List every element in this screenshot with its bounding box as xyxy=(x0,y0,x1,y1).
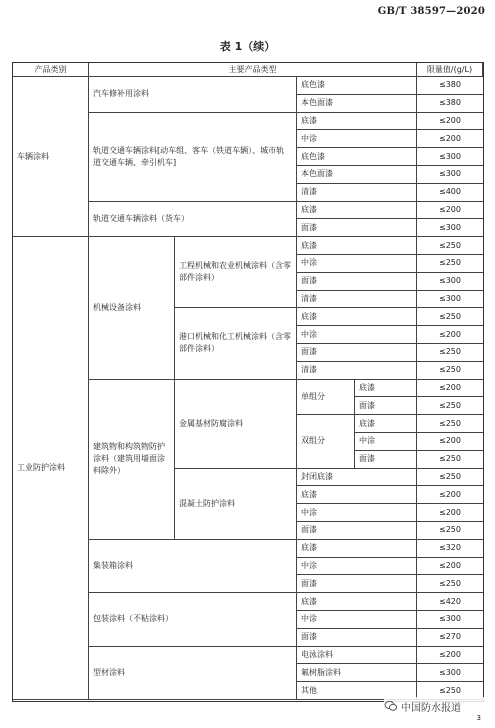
coating-layer: 其他 xyxy=(297,682,417,700)
limit-value: ≤250 xyxy=(417,397,483,415)
product-subtype: 工程机械和农业机械涂料（含零部件涂料） xyxy=(175,237,297,308)
product-type: 轨道交通车辆涂料[动车组、客车（铁道车辆）、城市轨道交通车辆、牵引机车] xyxy=(89,113,297,202)
coating-layer: 中涂 xyxy=(297,255,417,273)
table-caption: 表 1（续） xyxy=(219,40,276,53)
coating-layer: 中涂 xyxy=(355,433,417,451)
limit-value: ≤250 xyxy=(417,575,483,593)
limit-value: ≤200 xyxy=(417,647,483,665)
limit-value: ≤380 xyxy=(417,95,483,113)
product-type: 轨道交通车辆涂料（货车） xyxy=(89,202,297,238)
coating-layer: 底漆 xyxy=(297,593,417,611)
coating-layer: 底漆 xyxy=(297,486,417,504)
product-type: 汽车修补用涂料 xyxy=(89,77,297,113)
product-category: 车辆涂料 xyxy=(13,77,89,237)
limit-value: ≤250 xyxy=(417,682,483,700)
product-subtype: 混凝土防护涂料 xyxy=(175,469,297,540)
coating-layer: 面漆 xyxy=(297,219,417,237)
component-type: 单组分 xyxy=(297,380,355,416)
component-type: 双组分 xyxy=(297,415,355,468)
header-type: 主要产品类型 xyxy=(89,63,417,77)
page-number: 3 xyxy=(476,714,481,722)
limit-value: ≤250 xyxy=(417,344,483,362)
coating-layer: 面漆 xyxy=(297,575,417,593)
limit-value: ≤250 xyxy=(417,308,483,326)
coating-layer: 面漆 xyxy=(355,451,417,469)
coating-layer: 中涂 xyxy=(297,558,417,576)
watermark xyxy=(384,697,488,715)
limit-value: ≤200 xyxy=(417,202,483,220)
limit-value: ≤200 xyxy=(417,130,483,148)
coating-layer: 电泳涂料 xyxy=(297,647,417,665)
limit-value: ≤200 xyxy=(417,433,483,451)
limit-value: ≤200 xyxy=(417,504,483,522)
limit-value: ≤300 xyxy=(417,664,483,682)
product-subtype: 金属基材防腐涂料 xyxy=(175,380,297,469)
limit-value: ≤300 xyxy=(417,219,483,237)
coating-layer: 面漆 xyxy=(355,397,417,415)
limit-value: ≤270 xyxy=(417,629,483,647)
coating-layer: 面漆 xyxy=(297,629,417,647)
coating-layer: 本色面漆 xyxy=(297,166,417,184)
limit-value: ≤250 xyxy=(417,415,483,433)
watermark-text: 中国防水报道 xyxy=(401,702,461,714)
coating-layer: 底漆 xyxy=(297,308,417,326)
wechat-icon xyxy=(384,699,398,713)
coating-layer: 本色面漆 xyxy=(297,95,417,113)
product-type: 建筑物和构筑物防护涂料（建筑用墙面涂料除外） xyxy=(89,380,175,540)
coating-layer: 面漆 xyxy=(297,344,417,362)
limit-value: ≤250 xyxy=(417,469,483,487)
coating-layer: 中涂 xyxy=(297,611,417,629)
coating-layer: 封闭底漆 xyxy=(297,469,417,487)
coating-layer: 清漆 xyxy=(297,362,417,380)
product-type: 集装箱涂料 xyxy=(89,540,297,593)
limit-value: ≤300 xyxy=(417,291,483,309)
product-subtype: 港口机械和化工机械涂料（含零部件涂料） xyxy=(175,308,297,379)
coating-layer: 底漆 xyxy=(355,380,417,398)
limit-value: ≤320 xyxy=(417,540,483,558)
standard-code: GB/T 38597—2020 xyxy=(377,6,485,17)
product-category: 工业防护涂料 xyxy=(13,237,89,700)
product-type: 包装涂料（不粘涂料） xyxy=(89,593,297,646)
limit-value: ≤300 xyxy=(417,166,483,184)
limit-value: ≤200 xyxy=(417,486,483,504)
limit-value: ≤250 xyxy=(417,255,483,273)
coating-layer: 清漆 xyxy=(297,291,417,309)
coating-layer: 面漆 xyxy=(297,522,417,540)
limit-value: ≤420 xyxy=(417,593,483,611)
limit-value: ≤200 xyxy=(417,558,483,576)
coating-layer: 氟树脂涂料 xyxy=(297,664,417,682)
coating-layer: 底漆 xyxy=(355,415,417,433)
coating-layer: 中涂 xyxy=(297,326,417,344)
coating-layer: 底色漆 xyxy=(297,148,417,166)
coating-layer: 中涂 xyxy=(297,130,417,148)
header-limit: 限量值/(g/L) xyxy=(417,63,483,77)
limit-value: ≤250 xyxy=(417,362,483,380)
limit-value: ≤200 xyxy=(417,326,483,344)
voc-limit-table xyxy=(12,62,484,702)
limit-value: ≤250 xyxy=(417,237,483,255)
product-type: 机械设备涂料 xyxy=(89,237,175,379)
coating-layer: 底漆 xyxy=(297,540,417,558)
limit-value: ≤200 xyxy=(417,380,483,398)
coating-layer: 底漆 xyxy=(297,113,417,131)
coating-layer: 清漆 xyxy=(297,184,417,202)
limit-value: ≤250 xyxy=(417,522,483,540)
limit-value: ≤380 xyxy=(417,77,483,95)
coating-layer: 面漆 xyxy=(297,273,417,291)
header-category: 产品类别 xyxy=(13,63,89,77)
product-type: 型材涂料 xyxy=(89,647,297,700)
coating-layer: 中涂 xyxy=(297,504,417,522)
limit-value: ≤300 xyxy=(417,273,483,291)
coating-layer: 底漆 xyxy=(297,202,417,220)
limit-value: ≤300 xyxy=(417,148,483,166)
coating-layer: 底色漆 xyxy=(297,77,417,95)
limit-value: ≤200 xyxy=(417,113,483,131)
limit-value: ≤400 xyxy=(417,184,483,202)
coating-layer: 底漆 xyxy=(297,237,417,255)
limit-value: ≤250 xyxy=(417,451,483,469)
limit-value: ≤300 xyxy=(417,611,483,629)
